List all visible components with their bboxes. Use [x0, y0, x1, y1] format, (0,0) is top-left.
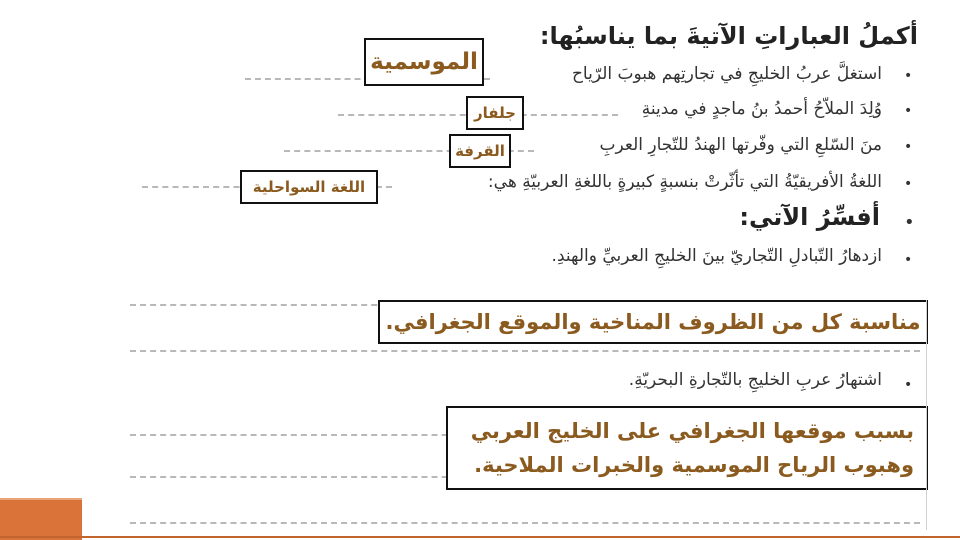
- answer-line-1: بسبب موقعها الجغرافي على الخليج العربي: [470, 419, 914, 443]
- slide-bottom-rule: [0, 536, 960, 538]
- answer-box-julfar: جلفار: [466, 96, 524, 130]
- fill-item-4: اللغةُ الأفريقيّةُ التي تأثّرتْ بنسبةٍ كبيرةٍ باللغةِ العربيّةِ هي:: [487, 172, 882, 192]
- fill-item-2: وُلِدَ الملاّحُ أحمدُ بنُ ماجدٍ في مدينةِ: [641, 99, 882, 119]
- bullet: •: [904, 176, 913, 192]
- explain-item-1: ازدهارُ التّبادلِ التّجاريّ بينَ الخليجِ العربيِّ والهندِ.: [551, 246, 882, 266]
- page-edge-rule: [926, 300, 927, 530]
- bullet: •: [904, 103, 913, 119]
- answer-box-monsoon: الموسمية: [364, 38, 484, 86]
- answer-box-cinnamon: القرفة: [449, 134, 511, 168]
- fill-item-3: منَ السّلعِ التي وفّرتها الهندُ للتّجارِ العربِ: [599, 135, 882, 155]
- answer-box-explain-2: [446, 406, 928, 490]
- bullet: •: [904, 139, 913, 155]
- explain-item-2: اشتهارُ عربِ الخليجِ بالتّجارةِ البحريّةِ.: [628, 370, 882, 390]
- slide-accent-block: [0, 500, 82, 540]
- fill-item-1: استغلَّ عربُ الخليجِ في تجارتِهم هبوبَ الرّياح: [571, 64, 882, 84]
- answer-line: [130, 522, 920, 524]
- answer-line-2: وهبوب الرياح الموسمية والخبرات الملاحية.: [474, 453, 914, 477]
- bullet: •: [904, 212, 915, 233]
- answer-line: [130, 350, 920, 352]
- answer-box-swahili: اللغة السواحلية: [240, 170, 378, 204]
- section-heading-complete: أكملُ العباراتِ الآتيةَ بما يناسبُها:: [539, 22, 918, 50]
- bullet: •: [904, 68, 913, 84]
- bullet: •: [904, 377, 913, 393]
- bullet: •: [904, 252, 913, 268]
- section-heading-explain: أفسِّرُ الآتي:: [739, 203, 880, 231]
- answer-box-explain-1: مناسبة كل من الظروف المناخية والموقع الجغرافي.: [378, 300, 928, 344]
